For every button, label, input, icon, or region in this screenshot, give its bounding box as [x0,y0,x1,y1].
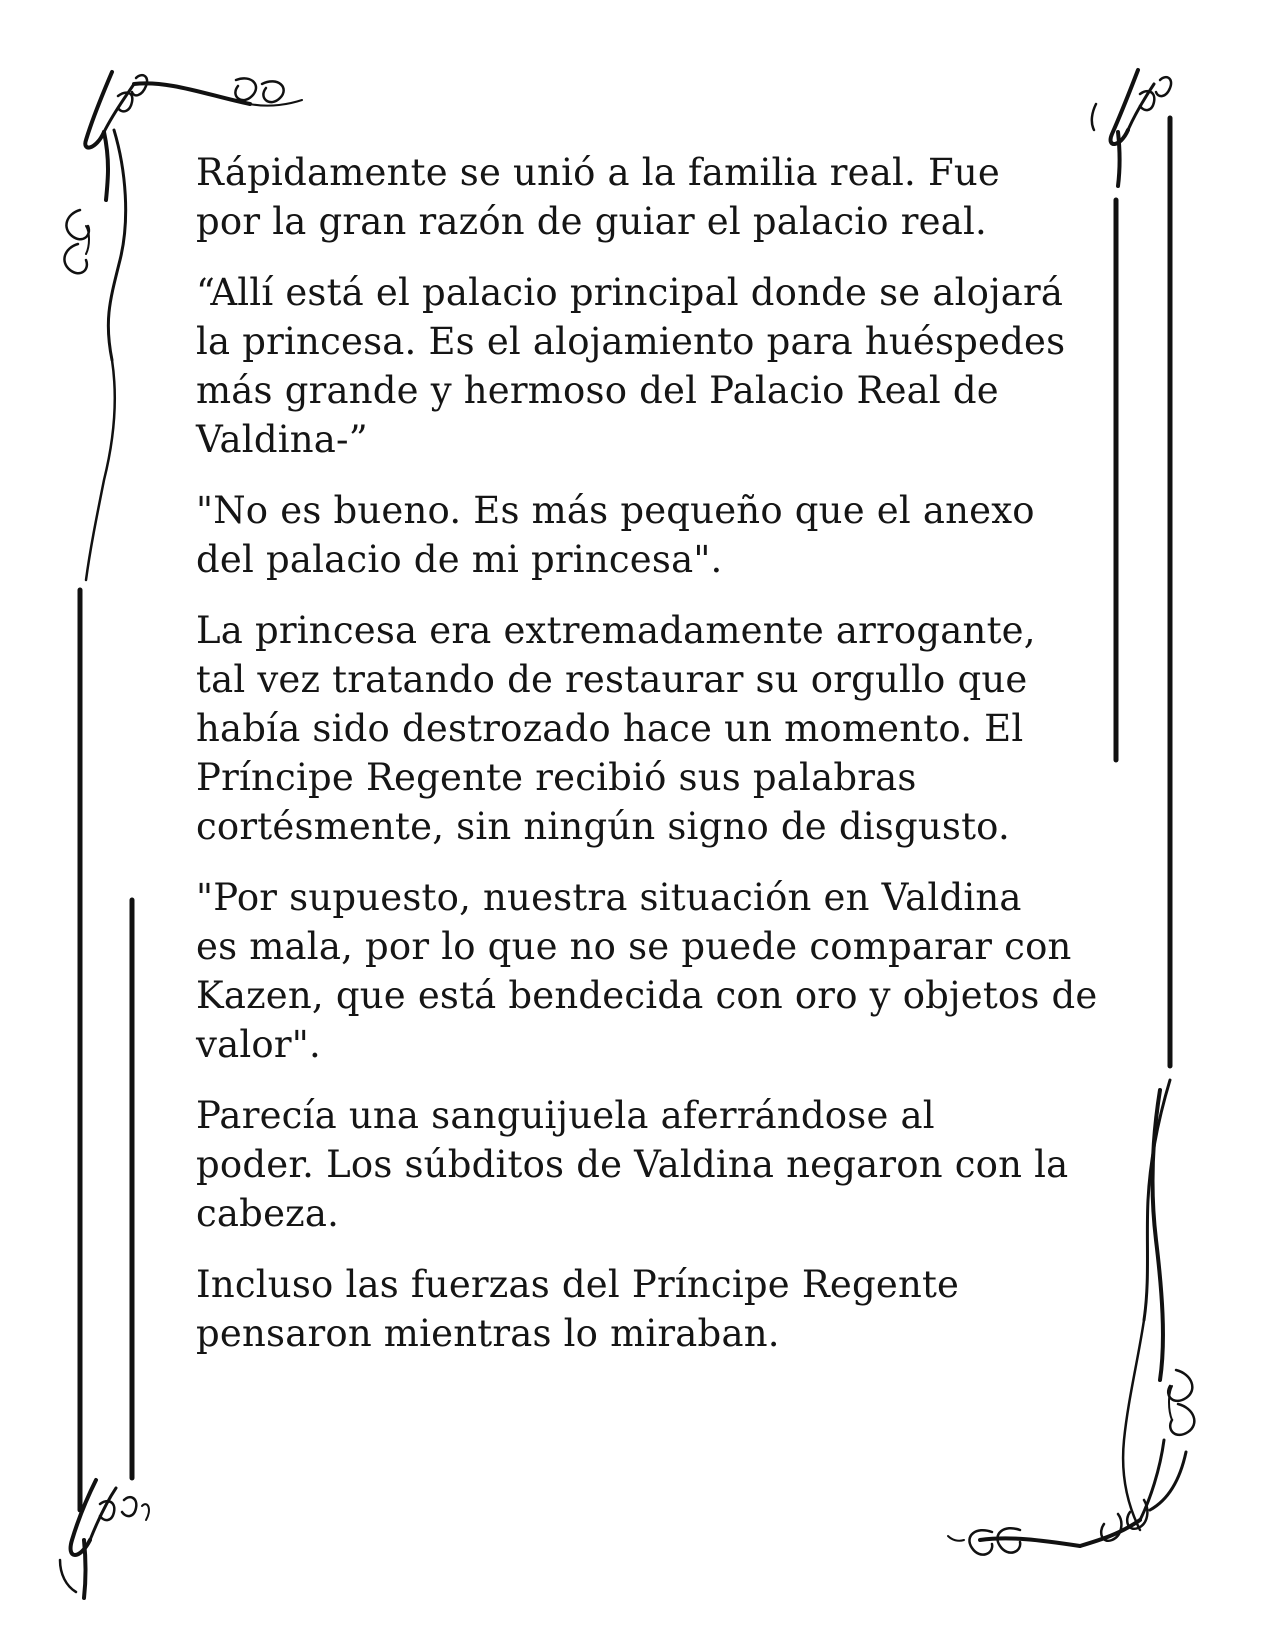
text-line: más grande y hermoso del Palacio Real de [196,369,999,412]
flourish-bottom-left-icon [60,1480,149,1598]
text-line: Parecía una sanguijuela aferrándose al [196,1094,935,1137]
text-line: "No es bueno. Es más pequeño que el anexo [196,489,1035,532]
paragraph-5 [176,873,1096,1069]
text-line: Rápidamente se unió a la familia real. Fue [196,151,1000,194]
text-line: pensaron mientras lo miraban. [196,1312,780,1355]
text-line: cabeza. [196,1192,340,1235]
flourish-top-right-icon [1092,70,1171,186]
text-line: la princesa. Es el alojamiento para huéspedes [196,320,1066,363]
text-line: del palacio de mi princesa". [196,538,723,581]
text-line: "Por supuesto, nuestra situación en Valdina [196,876,1022,919]
paragraph-3 [176,486,1096,584]
paragraph-6 [176,1091,1096,1238]
text-line: valor". [196,1023,321,1066]
text-line: había sido destrozado hace un momento. El [196,707,1024,750]
paragraph-1 [176,148,1096,246]
text-line: Príncipe Regente recibió sus palabras [196,756,917,799]
text-line: “Allí está el palacio principal donde se alojará [196,271,1064,314]
text-line: Incluso las fuerzas del Príncipe Regente [196,1263,960,1306]
paragraph-2 [176,268,1096,464]
text-line: Kazen, que está bendecida con oro y objetos de [196,974,1098,1017]
body-text [176,148,1096,1380]
text-line: poder. Los súbditos de Valdina negaron con la [196,1143,1069,1186]
text-line: cortésmente, sin ningún signo de disgusto. [196,805,1010,848]
text-line: Valdina-” [196,418,368,461]
text-line: por la gran razón de guiar el palacio real. [196,200,987,243]
paragraph-4 [176,606,1096,851]
text-line: tal vez tratando de restaurar su orgullo que [196,658,1028,701]
text-line: es mala, por lo que no se puede comparar con [196,925,1072,968]
paragraph-7 [176,1260,1096,1358]
text-line: La princesa era extremadamente arrogante, [196,609,1036,652]
